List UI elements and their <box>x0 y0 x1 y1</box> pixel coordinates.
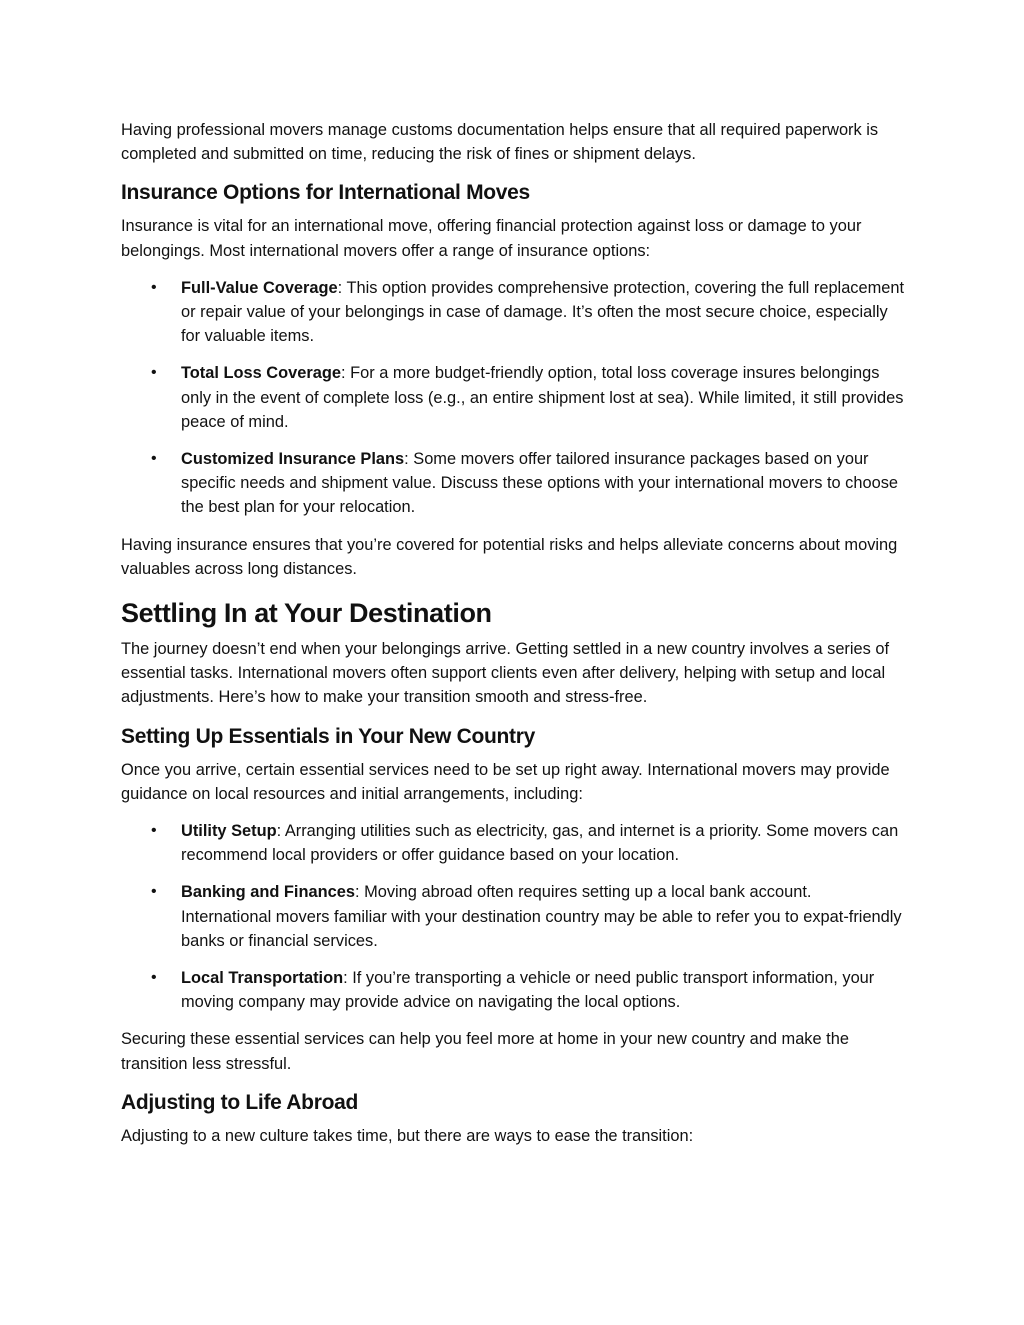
bullet-icon: • <box>151 450 157 468</box>
list-item <box>121 966 906 1014</box>
list-item-term: Customized Insurance Plans <box>181 450 405 469</box>
essentials-list <box>121 819 906 1014</box>
list-item-text: : Arranging utilities such as electricity, gas, and internet is a priority. Some movers can recommend local providers or offer guidance based on your location. <box>181 822 899 865</box>
list-item-term: Banking and Finances <box>181 883 355 902</box>
list-item-term: Utility Setup <box>181 822 277 841</box>
list-item <box>121 880 906 953</box>
list-item <box>121 276 906 349</box>
list-item-term: Local Transportation <box>181 969 344 988</box>
list-item-text: : This option provides comprehensive protection, covering the full replacement or repair value of your belongings in case of damage. It’s often the most secure choice, especially for valuable items. <box>181 278 905 346</box>
bullet-icon: • <box>151 364 157 382</box>
bullet-icon: • <box>151 969 157 987</box>
list-item <box>121 361 906 434</box>
essentials-closing: Securing these essential services can help you feel more at home in your new country and make the transition less stressful. <box>121 1030 849 1073</box>
list-item-text: : For a more budget-friendly option, total loss coverage insures belongings only in the event of complete loss (e.g., an entire shipment lost at sea). While limited, it still provides peace of mind. <box>181 364 904 431</box>
insurance-heading: Insurance Options for International Moves <box>121 181 530 205</box>
adjusting-heading: Adjusting to Life Abroad <box>121 1090 358 1114</box>
essentials-heading: Setting Up Essentials in Your New Country <box>121 724 535 748</box>
list-item-term: Full-Value Coverage <box>181 278 338 297</box>
insurance-list <box>121 276 906 520</box>
bullet-icon: • <box>151 822 157 840</box>
list-item-text: : If you’re transporting a vehicle or need public transport information, your moving company may provide advice on navigating the local options. <box>181 969 875 1012</box>
document-page <box>121 118 906 1148</box>
bullet-icon: • <box>151 883 157 901</box>
insurance-closing: Having insurance ensures that you’re covered for potential risks and helps alleviate concerns about moving valuables across long distances. <box>121 535 898 578</box>
intro-paragraph: Having professional movers manage customs documentation helps ensure that all required paperwork is completed and submitted on time, reducing the risk of fines or shipment delays. <box>121 121 879 164</box>
list-item-text: : Some movers offer tailored insurance packages based on your specific needs and shipment value. Discuss these options with your international movers to choose the best plan for your relocation. <box>181 450 899 517</box>
settling-intro: The journey doesn’t end when your belongings arrive. Getting settled in a new country involves a series of essential tasks. International movers often support clients even after delivery, helping with setup and local adjustments. Here’s how to make your transition smooth and stress-free. <box>121 640 890 707</box>
insurance-intro: Insurance is vital for an international move, offering financial protection against loss or damage to your belongings. Most international movers offer a range of insurance options: <box>121 217 862 260</box>
list-item <box>121 819 906 867</box>
settling-heading: Settling In at Your Destination <box>121 598 492 629</box>
list-item-text: : Moving abroad often requires setting up a local bank account. International movers familiar with your destination country may be able to refer you to expat-friendly banks or financial services. <box>181 883 902 950</box>
bullet-icon: • <box>151 278 157 296</box>
list-item <box>121 447 906 520</box>
essentials-intro: Once you arrive, certain essential services need to be set up right away. International movers may provide guidance on local resources and initial arrangements, including: <box>121 760 890 803</box>
list-item-term: Total Loss Coverage <box>181 364 342 383</box>
adjusting-intro: Adjusting to a new culture takes time, but there are ways to ease the transition: <box>121 1126 694 1145</box>
